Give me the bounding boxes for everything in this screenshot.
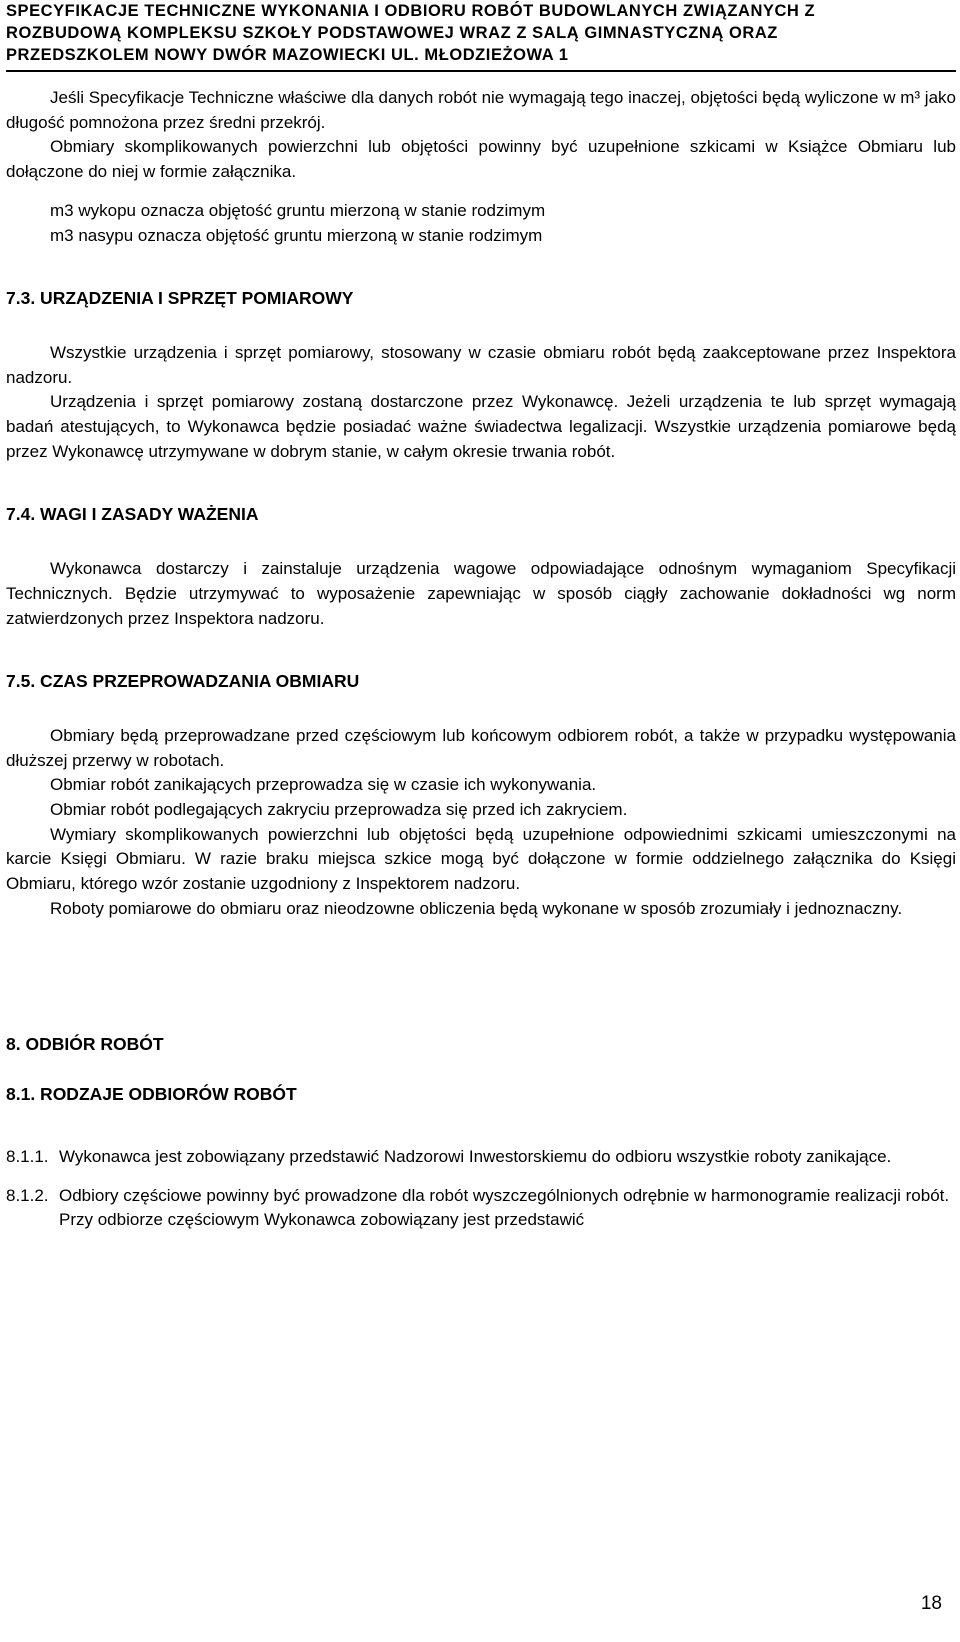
header-line-3: PRZEDSZKOLEM NOWY DWÓR MAZOWIECKI UL. MŁODZIEŻOWA 1	[6, 46, 569, 64]
list-item-text: Wykonawca jest zobowiązany przedstawić Nadzorowi Inwestorskiemu do odbioru wszystkie roboty zanikające.	[59, 1146, 892, 1166]
section-7-5-paragraph-5: Roboty pomiarowe do obmiaru oraz nieodzowne obliczenia będą wykonane w sposób zrozumiały i jednoznaczny.	[50, 898, 903, 918]
section-7-4-heading: 7.4. WAGI I ZASADY WAŻENIA	[6, 504, 259, 525]
document-body	[6, 86, 956, 1233]
section-7-5-paragraph-3: Obmiar robót podlegających zakryciu przeprowadza się przed ich zakryciem.	[50, 800, 628, 820]
section-7-5-paragraph-2: Obmiar robót zanikających przeprowadza się w czasie ich wykonywania.	[50, 775, 597, 795]
section-7-5-heading: 7.5. CZAS PRZEPROWADZANIA OBMIARU	[6, 671, 360, 692]
page-number: 18	[920, 1593, 942, 1614]
section-7-5-paragraph-1: Obmiary będą przeprowadzane przed częściowym lub końcowym odbiorem robót, a także w przypadku występowania dłuższej przerwy w robotach.	[6, 725, 956, 770]
list-item-number: 8.1.1.	[6, 1146, 49, 1166]
header-line-2: ROZBUDOWĄ KOMPLEKSU SZKOŁY PODSTAWOWEJ WRAZ Z SALĄ GIMNASTYCZNĄ ORAZ	[6, 24, 778, 42]
section-7-3-paragraph-2: Urządzenia i sprzęt pomiarowy zostaną dostarczone przez Wykonawcę. Jeżeli urządzenia te lub sprzęt wymagają badań atestujących, to Wykonawca będzie posiadać ważne świadectwa legalizacji. Wszystkie urządzenia pomiarowe będą przez Wykonawcę utrzymywane w dobrym stanie, w całym okresie trwania robót.	[6, 392, 956, 461]
section-7-3-paragraph-1: Wszystkie urządzenia i sprzęt pomiarowy, stosowany w czasie obmiaru robót będą zaakceptowane przez Inspektora nadzoru.	[6, 342, 956, 387]
header-line-1: SPECYFIKACJE TECHNICZNE WYKONANIA I ODBIORU ROBÓT BUDOWLANYCH ZWIĄZANYCH Z	[6, 2, 816, 20]
intro-paragraph-2: Obmiary skomplikowanych powierzchni lub objętości powinny być uzupełnione szkicami w Książce Obmiaru lub dołączone do niej w formie załącznika.	[6, 137, 956, 182]
section-8-heading: 8. ODBIÓR ROBÓT	[6, 1033, 164, 1054]
section-7-4-paragraph-1: Wykonawca dostarczy i zainstaluje urządzenia wagowe odpowiadające odnośnym wymaganiom Specyfikacji Technicznych. Będzie utrzymywać to wyposażenie zapewniając w sposób ciągły zachowanie dokładności wg norm zatwierdzonych przez Inspektora nadzoru.	[6, 559, 956, 628]
definition-embankment: m3 nasypu oznacza objętość gruntu mierzoną w stanie rodzimym	[50, 225, 543, 245]
document-header	[6, 0, 956, 72]
definition-excavation: m3 wykopu oznacza objętość gruntu mierzoną w stanie rodzimym	[50, 200, 546, 220]
list-item-number: 8.1.2.	[6, 1185, 49, 1205]
section-8-1-heading: 8.1. RODZAJE ODBIORÓW ROBÓT	[6, 1084, 297, 1105]
section-7-3-heading: 7.3. URZĄDZENIA I SPRZĘT POMIAROWY	[6, 288, 354, 309]
list-item-text: Odbiory częściowe powinny być prowadzone dla robót wyszczególnionych odrębnie w harmonogramie realizacji robót. Przy odbiorze częściowym Wykonawca zobowiązany jest przedstawić	[59, 1185, 950, 1230]
intro-paragraph-1: Jeśli Specyfikacje Techniczne właściwe dla danych robót nie wymagają tego inaczej, objętości będą wyliczone w m³ jako długość pomnożona przez średni przekrój.	[6, 88, 956, 132]
section-7-5-paragraph-4: Wymiary skomplikowanych powierzchni lub objętości będą uzupełnione odpowiednimi szkicami umieszczonymi na karcie Księgi Obmiaru. W razie braku miejsca szkice mogą być dołączone w formie oddzielnego załącznika do Księgi Obmiaru, którego wzór zostanie uzgodniony z Inspektorem nadzoru.	[6, 824, 956, 894]
list-item-8-1-2	[6, 1184, 956, 1233]
list-item-8-1-1	[6, 1145, 956, 1170]
